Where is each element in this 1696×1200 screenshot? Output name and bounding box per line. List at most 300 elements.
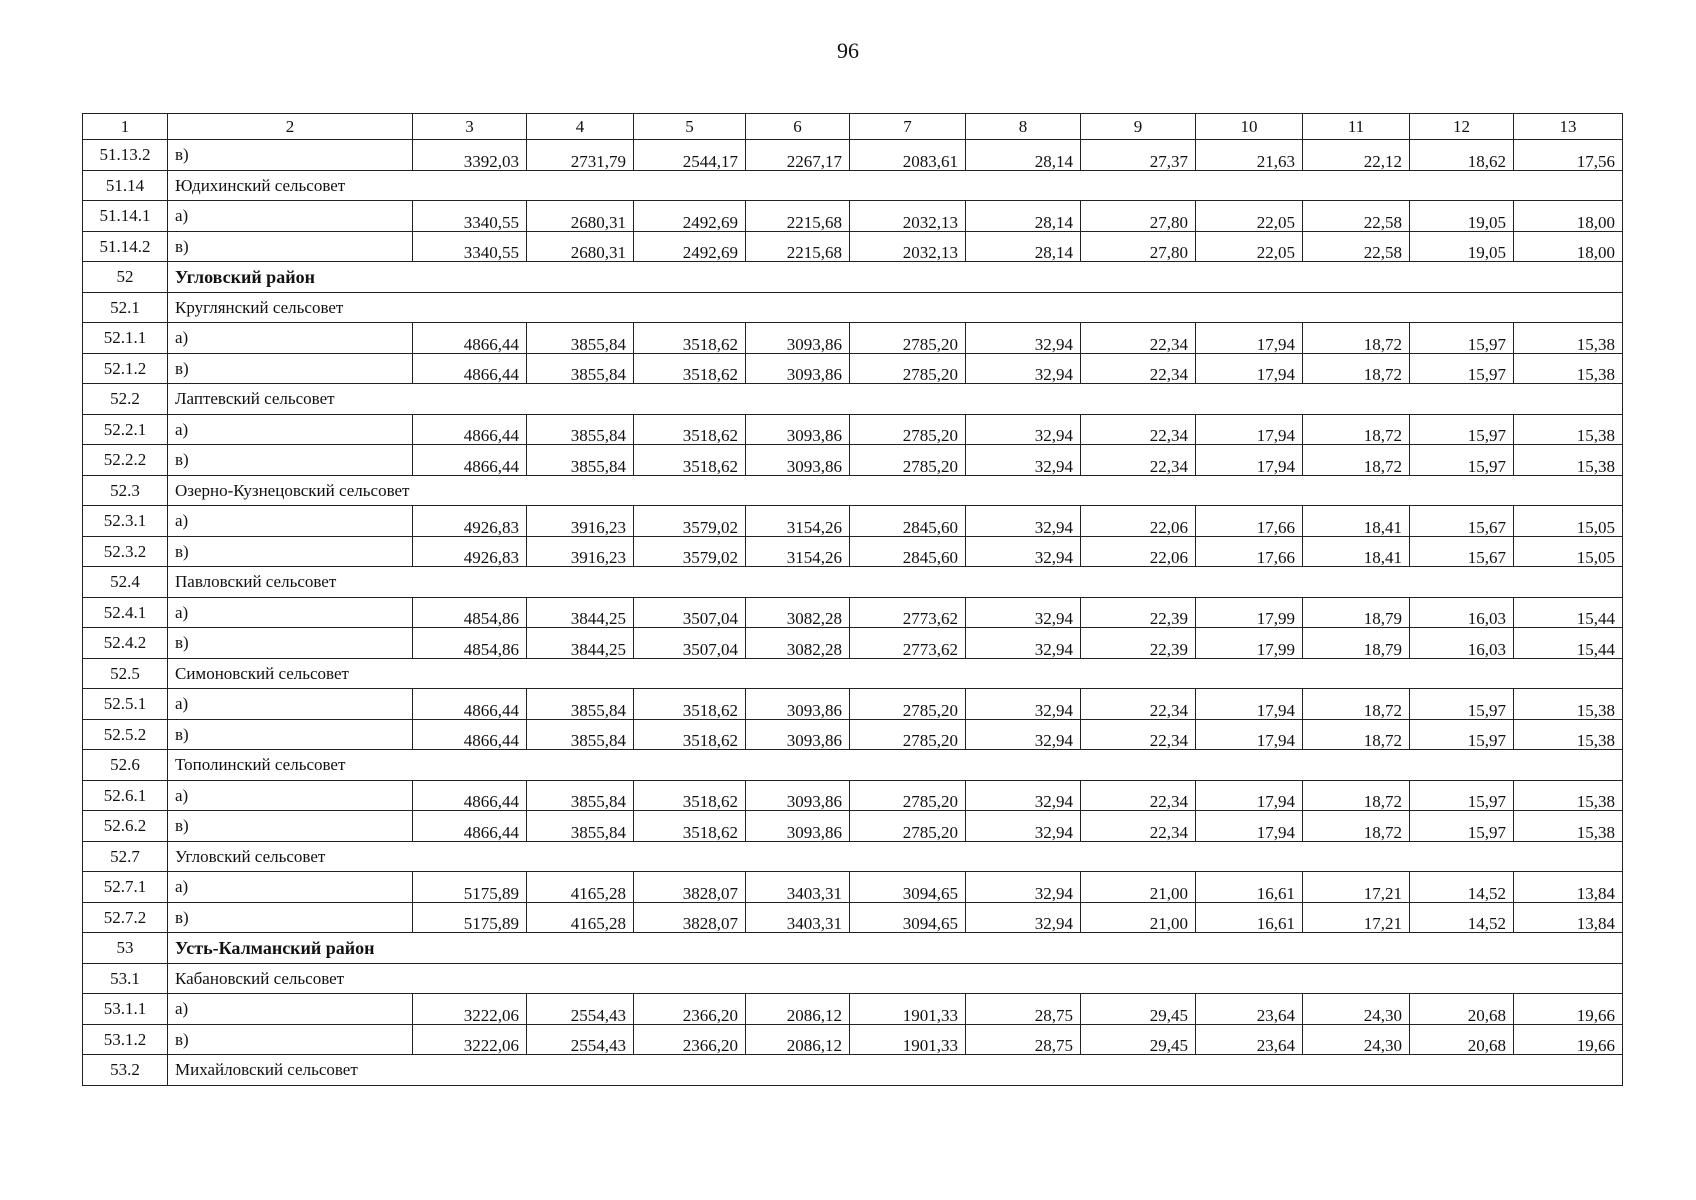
- value-cell: 3579,02: [634, 536, 746, 567]
- row-label: а): [168, 780, 413, 811]
- value-cell: 17,99: [1196, 628, 1303, 659]
- value-cell: 13,84: [1514, 872, 1623, 903]
- value-cell: 15,38: [1514, 780, 1623, 811]
- row-code: 52.4.2: [83, 628, 168, 659]
- table-row: [83, 597, 1623, 628]
- value-cell: 17,99: [1196, 597, 1303, 628]
- value-cell: 2554,43: [527, 1024, 634, 1055]
- value-cell: 27,37: [1081, 140, 1196, 171]
- value-cell: 32,94: [966, 780, 1081, 811]
- table-row: [83, 689, 1623, 720]
- column-header: 9: [1081, 114, 1196, 140]
- value-cell: 2845,60: [850, 536, 966, 567]
- value-cell: 29,45: [1081, 994, 1196, 1025]
- column-header: 2: [168, 114, 413, 140]
- value-cell: 21,63: [1196, 140, 1303, 171]
- section-row: [83, 841, 1623, 872]
- value-cell: 22,06: [1081, 536, 1196, 567]
- value-cell: 3403,31: [746, 902, 850, 933]
- value-cell: 17,94: [1196, 323, 1303, 354]
- value-cell: 2544,17: [634, 140, 746, 171]
- value-cell: 15,38: [1514, 414, 1623, 445]
- value-cell: 15,97: [1410, 780, 1514, 811]
- value-cell: 15,44: [1514, 597, 1623, 628]
- value-cell: 18,72: [1303, 719, 1410, 750]
- value-cell: 17,94: [1196, 689, 1303, 720]
- value-cell: 14,52: [1410, 902, 1514, 933]
- value-cell: 2785,20: [850, 323, 966, 354]
- value-cell: 3855,84: [527, 811, 634, 842]
- value-cell: 17,66: [1196, 506, 1303, 537]
- value-cell: 4926,83: [413, 506, 527, 537]
- value-cell: 2680,31: [527, 201, 634, 232]
- value-cell: 22,58: [1303, 201, 1410, 232]
- value-cell: 5175,89: [413, 872, 527, 903]
- value-cell: 3855,84: [527, 323, 634, 354]
- row-code: 52.4.1: [83, 597, 168, 628]
- value-cell: 22,34: [1081, 689, 1196, 720]
- value-cell: 4866,44: [413, 323, 527, 354]
- value-cell: 15,97: [1410, 353, 1514, 384]
- row-code: 51.14.1: [83, 201, 168, 232]
- row-code: 52.7: [83, 841, 168, 872]
- value-cell: 2083,61: [850, 140, 966, 171]
- value-cell: 22,12: [1303, 140, 1410, 171]
- value-cell: 2785,20: [850, 689, 966, 720]
- value-cell: 28,75: [966, 994, 1081, 1025]
- value-cell: 3093,86: [746, 323, 850, 354]
- value-cell: 3222,06: [413, 994, 527, 1025]
- value-cell: 3518,62: [634, 353, 746, 384]
- value-cell: 3340,55: [413, 201, 527, 232]
- section-title: Угловский сельсовет: [168, 841, 1623, 872]
- section-title: Павловский сельсовет: [168, 567, 1623, 598]
- value-cell: 19,05: [1410, 201, 1514, 232]
- value-cell: 32,94: [966, 719, 1081, 750]
- value-cell: 15,05: [1514, 506, 1623, 537]
- row-code: 52.1.1: [83, 323, 168, 354]
- value-cell: 15,38: [1514, 323, 1623, 354]
- table-row: [83, 323, 1623, 354]
- value-cell: 4854,86: [413, 628, 527, 659]
- section-title: Тополинский сельсовет: [168, 750, 1623, 781]
- column-header: 1: [83, 114, 168, 140]
- value-cell: 23,64: [1196, 994, 1303, 1025]
- value-cell: 22,58: [1303, 231, 1410, 262]
- row-code: 52.5.1: [83, 689, 168, 720]
- value-cell: 29,45: [1081, 1024, 1196, 1055]
- value-cell: 3082,28: [746, 628, 850, 659]
- value-cell: 2032,13: [850, 201, 966, 232]
- row-label: в): [168, 140, 413, 171]
- value-cell: 19,66: [1514, 994, 1623, 1025]
- table-row: [83, 140, 1623, 171]
- value-cell: 32,94: [966, 811, 1081, 842]
- value-cell: 15,67: [1410, 536, 1514, 567]
- value-cell: 2773,62: [850, 628, 966, 659]
- value-cell: 15,97: [1410, 323, 1514, 354]
- section-title: Кабановский сельсовет: [168, 963, 1623, 994]
- value-cell: 3518,62: [634, 780, 746, 811]
- column-header: 8: [966, 114, 1081, 140]
- row-label: в): [168, 353, 413, 384]
- value-cell: 3518,62: [634, 323, 746, 354]
- row-code: 51.13.2: [83, 140, 168, 171]
- value-cell: 2785,20: [850, 414, 966, 445]
- row-code: 53: [83, 933, 168, 964]
- value-cell: 3518,62: [634, 689, 746, 720]
- value-cell: 20,68: [1410, 994, 1514, 1025]
- row-code: 52.1.2: [83, 353, 168, 384]
- row-label: а): [168, 506, 413, 537]
- row-code: 52.4: [83, 567, 168, 598]
- value-cell: 17,94: [1196, 811, 1303, 842]
- value-cell: 18,00: [1514, 231, 1623, 262]
- value-cell: 15,44: [1514, 628, 1623, 659]
- value-cell: 22,34: [1081, 323, 1196, 354]
- value-cell: 14,52: [1410, 872, 1514, 903]
- column-header: 4: [527, 114, 634, 140]
- value-cell: 3093,86: [746, 689, 850, 720]
- value-cell: 3855,84: [527, 719, 634, 750]
- district-title: Угловский район: [168, 262, 1623, 293]
- table-row: [83, 536, 1623, 567]
- value-cell: 3828,07: [634, 902, 746, 933]
- value-cell: 19,66: [1514, 1024, 1623, 1055]
- value-cell: 32,94: [966, 872, 1081, 903]
- value-cell: 17,94: [1196, 780, 1303, 811]
- value-cell: 4866,44: [413, 811, 527, 842]
- row-label: а): [168, 414, 413, 445]
- row-code: 53.1: [83, 963, 168, 994]
- value-cell: 2785,20: [850, 780, 966, 811]
- value-cell: 3916,23: [527, 536, 634, 567]
- value-cell: 27,80: [1081, 201, 1196, 232]
- value-cell: 2267,17: [746, 140, 850, 171]
- table-row: [83, 872, 1623, 903]
- section-row: [83, 963, 1623, 994]
- value-cell: 2785,20: [850, 445, 966, 476]
- value-cell: 24,30: [1303, 1024, 1410, 1055]
- value-cell: 18,72: [1303, 414, 1410, 445]
- value-cell: 3093,86: [746, 719, 850, 750]
- table-row: [83, 719, 1623, 750]
- value-cell: 27,80: [1081, 231, 1196, 262]
- value-cell: 15,38: [1514, 811, 1623, 842]
- value-cell: 32,94: [966, 902, 1081, 933]
- value-cell: 15,38: [1514, 445, 1623, 476]
- page-number: 96: [837, 38, 859, 63]
- table-row: [83, 1024, 1623, 1055]
- value-cell: 22,34: [1081, 445, 1196, 476]
- section-row: [83, 750, 1623, 781]
- row-code: 52.2: [83, 384, 168, 415]
- value-cell: 17,56: [1514, 140, 1623, 171]
- value-cell: 18,72: [1303, 689, 1410, 720]
- value-cell: 2215,68: [746, 201, 850, 232]
- column-header: 11: [1303, 114, 1410, 140]
- value-cell: 3507,04: [634, 628, 746, 659]
- value-cell: 22,05: [1196, 231, 1303, 262]
- row-code: 52.7.1: [83, 872, 168, 903]
- section-title: Юдихинский сельсовет: [168, 170, 1623, 201]
- value-cell: 28,14: [966, 231, 1081, 262]
- value-cell: 17,21: [1303, 872, 1410, 903]
- value-cell: 16,61: [1196, 902, 1303, 933]
- section-row: [83, 658, 1623, 689]
- value-cell: 21,00: [1081, 872, 1196, 903]
- value-cell: 3518,62: [634, 445, 746, 476]
- value-cell: 15,97: [1410, 445, 1514, 476]
- section-row: [83, 292, 1623, 323]
- row-label: а): [168, 872, 413, 903]
- value-cell: 4165,28: [527, 872, 634, 903]
- value-cell: 2215,68: [746, 231, 850, 262]
- value-cell: 23,64: [1196, 1024, 1303, 1055]
- value-cell: 3844,25: [527, 628, 634, 659]
- value-cell: 2492,69: [634, 231, 746, 262]
- table-row: [83, 628, 1623, 659]
- row-code: 52.3.1: [83, 506, 168, 537]
- row-code: 51.14: [83, 170, 168, 201]
- value-cell: 4165,28: [527, 902, 634, 933]
- value-cell: 22,39: [1081, 597, 1196, 628]
- row-label: в): [168, 1024, 413, 1055]
- value-cell: 4866,44: [413, 689, 527, 720]
- row-code: 52.6.1: [83, 780, 168, 811]
- value-cell: 3222,06: [413, 1024, 527, 1055]
- table-row: [83, 231, 1623, 262]
- value-cell: 22,34: [1081, 414, 1196, 445]
- value-cell: 18,79: [1303, 597, 1410, 628]
- value-cell: 2366,20: [634, 994, 746, 1025]
- value-cell: 3093,86: [746, 780, 850, 811]
- row-label: в): [168, 719, 413, 750]
- value-cell: 16,61: [1196, 872, 1303, 903]
- value-cell: 3093,86: [746, 811, 850, 842]
- value-cell: 18,41: [1303, 506, 1410, 537]
- value-cell: 3094,65: [850, 902, 966, 933]
- value-cell: 2785,20: [850, 719, 966, 750]
- value-cell: 3916,23: [527, 506, 634, 537]
- value-cell: 3093,86: [746, 414, 850, 445]
- row-code: 52.6: [83, 750, 168, 781]
- value-cell: 13,84: [1514, 902, 1623, 933]
- value-cell: 18,72: [1303, 353, 1410, 384]
- value-cell: 28,75: [966, 1024, 1081, 1055]
- tariff-table: [82, 113, 1623, 1086]
- row-label: а): [168, 994, 413, 1025]
- value-cell: 18,72: [1303, 445, 1410, 476]
- row-code: 52: [83, 262, 168, 293]
- district-row: [83, 262, 1623, 293]
- value-cell: 17,21: [1303, 902, 1410, 933]
- section-title: Симоновский сельсовет: [168, 658, 1623, 689]
- value-cell: 2032,13: [850, 231, 966, 262]
- row-code: 51.14.2: [83, 231, 168, 262]
- value-cell: 32,94: [966, 445, 1081, 476]
- value-cell: 19,05: [1410, 231, 1514, 262]
- column-header: 6: [746, 114, 850, 140]
- value-cell: 3855,84: [527, 353, 634, 384]
- row-code: 52.1: [83, 292, 168, 323]
- district-title: Усть-Калманский район: [168, 933, 1623, 964]
- value-cell: 2086,12: [746, 994, 850, 1025]
- value-cell: 22,34: [1081, 780, 1196, 811]
- column-header: 5: [634, 114, 746, 140]
- value-cell: 16,03: [1410, 628, 1514, 659]
- row-code: 52.7.2: [83, 902, 168, 933]
- row-label: а): [168, 323, 413, 354]
- value-cell: 3828,07: [634, 872, 746, 903]
- value-cell: 22,34: [1081, 811, 1196, 842]
- row-label: а): [168, 201, 413, 232]
- value-cell: 18,72: [1303, 323, 1410, 354]
- value-cell: 32,94: [966, 628, 1081, 659]
- value-cell: 2492,69: [634, 201, 746, 232]
- value-cell: 3855,84: [527, 445, 634, 476]
- value-cell: 18,72: [1303, 780, 1410, 811]
- column-header: 7: [850, 114, 966, 140]
- row-label: а): [168, 597, 413, 628]
- column-header: 3: [413, 114, 527, 140]
- value-cell: 4866,44: [413, 719, 527, 750]
- value-cell: 4866,44: [413, 445, 527, 476]
- table-row: [83, 902, 1623, 933]
- value-cell: 17,94: [1196, 719, 1303, 750]
- value-cell: 18,62: [1410, 140, 1514, 171]
- row-code: 53.2: [83, 1055, 168, 1086]
- section-row: [83, 1055, 1623, 1086]
- value-cell: 3518,62: [634, 414, 746, 445]
- row-code: 53.1.1: [83, 994, 168, 1025]
- row-code: 52.2.1: [83, 414, 168, 445]
- value-cell: 15,05: [1514, 536, 1623, 567]
- header-row: [83, 114, 1623, 140]
- value-cell: 3403,31: [746, 872, 850, 903]
- value-cell: 2845,60: [850, 506, 966, 537]
- value-cell: 17,94: [1196, 445, 1303, 476]
- row-label: в): [168, 811, 413, 842]
- table-row: [83, 994, 1623, 1025]
- section-title: Михайловский сельсовет: [168, 1055, 1623, 1086]
- value-cell: 2785,20: [850, 811, 966, 842]
- section-title: Озерно-Кузнецовский сельсовет: [168, 475, 1623, 506]
- value-cell: 3855,84: [527, 689, 634, 720]
- row-label: в): [168, 536, 413, 567]
- value-cell: 1901,33: [850, 994, 966, 1025]
- value-cell: 22,34: [1081, 719, 1196, 750]
- value-cell: 3082,28: [746, 597, 850, 628]
- district-row: [83, 933, 1623, 964]
- value-cell: 3093,86: [746, 353, 850, 384]
- row-code: 52.3.2: [83, 536, 168, 567]
- value-cell: 4854,86: [413, 597, 527, 628]
- value-cell: 22,34: [1081, 353, 1196, 384]
- row-label: в): [168, 628, 413, 659]
- row-code: 52.5: [83, 658, 168, 689]
- value-cell: 32,94: [966, 414, 1081, 445]
- value-cell: 2773,62: [850, 597, 966, 628]
- value-cell: 20,68: [1410, 1024, 1514, 1055]
- value-cell: 3154,26: [746, 506, 850, 537]
- value-cell: 18,72: [1303, 811, 1410, 842]
- value-cell: 3093,86: [746, 445, 850, 476]
- value-cell: 3579,02: [634, 506, 746, 537]
- section-row: [83, 170, 1623, 201]
- row-code: 53.1.2: [83, 1024, 168, 1055]
- value-cell: 18,41: [1303, 536, 1410, 567]
- value-cell: 22,39: [1081, 628, 1196, 659]
- value-cell: 15,38: [1514, 719, 1623, 750]
- value-cell: 15,97: [1410, 719, 1514, 750]
- value-cell: 18,79: [1303, 628, 1410, 659]
- value-cell: 3844,25: [527, 597, 634, 628]
- value-cell: 2731,79: [527, 140, 634, 171]
- value-cell: 3855,84: [527, 414, 634, 445]
- value-cell: 24,30: [1303, 994, 1410, 1025]
- table-row: [83, 780, 1623, 811]
- value-cell: 15,97: [1410, 689, 1514, 720]
- section-row: [83, 384, 1623, 415]
- value-cell: 21,00: [1081, 902, 1196, 933]
- value-cell: 2554,43: [527, 994, 634, 1025]
- row-label: в): [168, 902, 413, 933]
- table-row: [83, 201, 1623, 232]
- section-row: [83, 567, 1623, 598]
- value-cell: 32,94: [966, 536, 1081, 567]
- value-cell: 2785,20: [850, 353, 966, 384]
- value-cell: 28,14: [966, 201, 1081, 232]
- section-row: [83, 475, 1623, 506]
- row-code: 52.2.2: [83, 445, 168, 476]
- value-cell: 3094,65: [850, 872, 966, 903]
- value-cell: 3392,03: [413, 140, 527, 171]
- value-cell: 3518,62: [634, 811, 746, 842]
- value-cell: 17,66: [1196, 536, 1303, 567]
- table-body: [83, 114, 1623, 1086]
- value-cell: 15,38: [1514, 689, 1623, 720]
- value-cell: 15,38: [1514, 353, 1623, 384]
- row-label: а): [168, 689, 413, 720]
- table-row: [83, 811, 1623, 842]
- value-cell: 3507,04: [634, 597, 746, 628]
- value-cell: 4866,44: [413, 353, 527, 384]
- value-cell: 22,06: [1081, 506, 1196, 537]
- table-row: [83, 414, 1623, 445]
- value-cell: 28,14: [966, 140, 1081, 171]
- row-label: в): [168, 445, 413, 476]
- column-header: 10: [1196, 114, 1303, 140]
- table-row: [83, 506, 1623, 537]
- table-row: [83, 353, 1623, 384]
- value-cell: 17,94: [1196, 414, 1303, 445]
- value-cell: 1901,33: [850, 1024, 966, 1055]
- value-cell: 2366,20: [634, 1024, 746, 1055]
- value-cell: 15,67: [1410, 506, 1514, 537]
- value-cell: 2680,31: [527, 231, 634, 262]
- value-cell: 4926,83: [413, 536, 527, 567]
- value-cell: 17,94: [1196, 353, 1303, 384]
- value-cell: 3340,55: [413, 231, 527, 262]
- value-cell: 4866,44: [413, 414, 527, 445]
- row-code: 52.5.2: [83, 719, 168, 750]
- value-cell: 3518,62: [634, 719, 746, 750]
- column-header: 12: [1410, 114, 1514, 140]
- value-cell: 32,94: [966, 323, 1081, 354]
- value-cell: 32,94: [966, 689, 1081, 720]
- row-code: 52.3: [83, 475, 168, 506]
